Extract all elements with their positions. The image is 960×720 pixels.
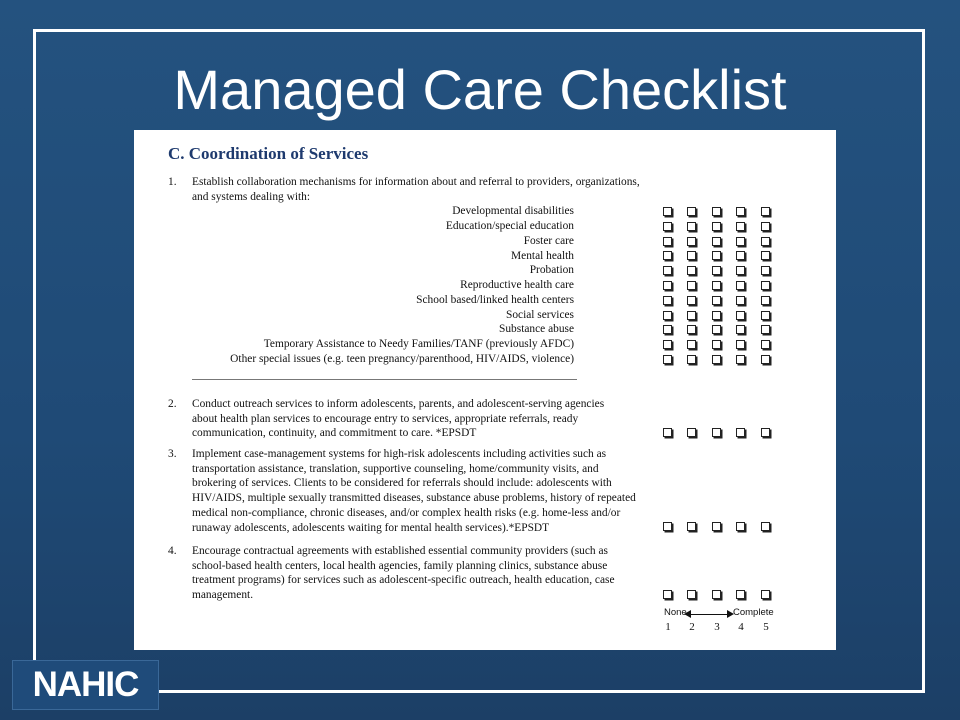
- item-1-row-4-rating-1-checkbox[interactable]: [663, 251, 672, 260]
- item-1-row-7-rating-5-checkbox[interactable]: [761, 296, 770, 305]
- logo-text: NAHIC: [32, 665, 139, 704]
- nahic-logo: [12, 660, 159, 710]
- subitem-education: Education/special education: [445, 220, 574, 232]
- item-4-row-rating-3-checkbox[interactable]: [712, 590, 721, 599]
- checklist-document: [134, 130, 836, 650]
- item-1-row-3-rating-2-checkbox[interactable]: [687, 237, 696, 246]
- item-1-row-6-rating-1-checkbox[interactable]: [663, 281, 672, 290]
- scale-number: 2: [689, 621, 695, 633]
- item-1-row-9-rating-3-checkbox[interactable]: [712, 325, 721, 334]
- subitem-mental-health: Mental health: [511, 250, 574, 262]
- item-1-row-11-rating-3-checkbox[interactable]: [712, 355, 721, 364]
- item-1-row-1-rating-3-checkbox[interactable]: [712, 207, 721, 216]
- item-1-row-9-rating-5-checkbox[interactable]: [761, 325, 770, 334]
- scale-number: 5: [763, 621, 769, 633]
- scale-complete-label: Complete: [733, 607, 774, 618]
- item-1-row-3-rating-4-checkbox[interactable]: [736, 237, 745, 246]
- subitem-substance-abuse: Substance abuse: [499, 323, 574, 335]
- item-1-row-9-rating-4-checkbox[interactable]: [736, 325, 745, 334]
- item-1-row-8-rating-5-checkbox[interactable]: [761, 311, 770, 320]
- item-3-row-rating-1-checkbox[interactable]: [663, 522, 672, 531]
- item-1-row-2-rating-4-checkbox[interactable]: [736, 222, 745, 231]
- item-1-row-1-rating-1-checkbox[interactable]: [663, 207, 672, 216]
- item-4-row-rating-2-checkbox[interactable]: [687, 590, 696, 599]
- subitem-tanf: Temporary Assistance to Needy Families/TANF (previously AFDC): [263, 338, 574, 350]
- item-1-row-5-rating-2-checkbox[interactable]: [687, 266, 696, 275]
- item-1-row-10-rating-1-checkbox[interactable]: [663, 340, 672, 349]
- item-2-row-rating-1-checkbox[interactable]: [663, 428, 672, 437]
- item-1-row-5-rating-4-checkbox[interactable]: [736, 266, 745, 275]
- item-1-row-7-rating-2-checkbox[interactable]: [687, 296, 696, 305]
- item-2-number: 2.: [168, 398, 177, 410]
- item-3-row-rating-2-checkbox[interactable]: [687, 522, 696, 531]
- item-1-row-11-rating-5-checkbox[interactable]: [761, 355, 770, 364]
- item-1-row-1-rating-4-checkbox[interactable]: [736, 207, 745, 216]
- item-4-row-rating-5-checkbox[interactable]: [761, 590, 770, 599]
- item-4-text: Encourage contractual agreements with established essential community providers (such as school-based health centers, local health agencies, family planning clinics, substance abuse treatment programs) for services such as adolescent-specific outreach, health education, case management.: [192, 545, 615, 602]
- item-1-row-10-rating-3-checkbox[interactable]: [712, 340, 721, 349]
- divider: [192, 379, 577, 380]
- item-1-row-5-rating-5-checkbox[interactable]: [761, 266, 770, 275]
- item-1-row-6-rating-4-checkbox[interactable]: [736, 281, 745, 290]
- item-1-row-3-rating-5-checkbox[interactable]: [761, 237, 770, 246]
- item-1-row-10-rating-2-checkbox[interactable]: [687, 340, 696, 349]
- item-1-row-9-rating-2-checkbox[interactable]: [687, 325, 696, 334]
- item-1-row-6-rating-5-checkbox[interactable]: [761, 281, 770, 290]
- item-1-row-2-rating-2-checkbox[interactable]: [687, 222, 696, 231]
- item-1-row-11-rating-2-checkbox[interactable]: [687, 355, 696, 364]
- section-heading: C. Coordination of Services: [168, 144, 369, 163]
- item-1-row-7-rating-4-checkbox[interactable]: [736, 296, 745, 305]
- scale-number: 4: [738, 621, 744, 633]
- item-2-text: Conduct outreach services to inform adolescents, parents, and adolescent-serving agencies about health plan services to encourage entry to services, appropriate referrals, ready communication, continuity, and commitment to care. *EPSDT: [192, 398, 605, 440]
- subitem-other-issues: Other special issues (e.g. teen pregnancy/parenthood, HIV/AIDS, violence): [230, 353, 574, 365]
- subitem-reproductive-health: Reproductive health care: [460, 279, 574, 291]
- item-1-row-4-rating-5-checkbox[interactable]: [761, 251, 770, 260]
- slide-title: Managed Care Checklist: [173, 58, 787, 121]
- item-1-row-10-rating-4-checkbox[interactable]: [736, 340, 745, 349]
- scale-arrow-line: [688, 614, 730, 615]
- item-1-row-3-rating-1-checkbox[interactable]: [663, 237, 672, 246]
- item-1-row-2-rating-5-checkbox[interactable]: [761, 222, 770, 231]
- item-1-row-6-rating-3-checkbox[interactable]: [712, 281, 721, 290]
- item-1-row-3-rating-3-checkbox[interactable]: [712, 237, 721, 246]
- item-2-row-rating-4-checkbox[interactable]: [736, 428, 745, 437]
- item-1-row-4-rating-2-checkbox[interactable]: [687, 251, 696, 260]
- item-1-row-11-rating-1-checkbox[interactable]: [663, 355, 672, 364]
- item-1-row-6-rating-2-checkbox[interactable]: [687, 281, 696, 290]
- item-1-number: 1.: [168, 176, 177, 188]
- item-1-row-2-rating-3-checkbox[interactable]: [712, 222, 721, 231]
- subitem-school-health-centers: School based/linked health centers: [416, 294, 574, 306]
- item-1-row-1-rating-2-checkbox[interactable]: [687, 207, 696, 216]
- item-1-row-2-rating-1-checkbox[interactable]: [663, 222, 672, 231]
- item-3-number: 3.: [168, 448, 177, 460]
- item-1-row-10-rating-5-checkbox[interactable]: [761, 340, 770, 349]
- subitem-social-services: Social services: [505, 309, 574, 321]
- item-1-row-9-rating-1-checkbox[interactable]: [663, 325, 672, 334]
- item-3-row-rating-5-checkbox[interactable]: [761, 522, 770, 531]
- item-3-text: Implement case-management systems for high-risk adolescents including activities such as transportation assistance, translation, supportive counseling, home/community visits, and brokering of services. Clients to be considered for referrals should include: adolescents with HIV/AIDS, multiple sexually transmitted diseases, substance abuse problems, history of repeated medical non-compliance, chronic diseases, and/or complex health risks (e.g. home-less and/or runaway adolescents, adolescents waiting for mental health services).*EPSDT: [192, 448, 636, 534]
- item-1-row-7-rating-1-checkbox[interactable]: [663, 296, 672, 305]
- item-2-row-rating-2-checkbox[interactable]: [687, 428, 696, 437]
- item-4-number: 4.: [168, 545, 177, 557]
- subitem-probation: Probation: [529, 264, 574, 276]
- item-1-row-4-rating-4-checkbox[interactable]: [736, 251, 745, 260]
- subitem-developmental-disabilities: Developmental disabilities: [452, 205, 574, 217]
- item-1-row-1-rating-5-checkbox[interactable]: [761, 207, 770, 216]
- item-1-row-7-rating-3-checkbox[interactable]: [712, 296, 721, 305]
- item-3-row-rating-4-checkbox[interactable]: [736, 522, 745, 531]
- item-1-row-8-rating-1-checkbox[interactable]: [663, 311, 672, 320]
- item-1-text: Establish collaboration mechanisms for information about and referral to providers, organizations, and systems dealing with:: [192, 176, 640, 203]
- item-1-row-5-rating-1-checkbox[interactable]: [663, 266, 672, 275]
- item-1-row-8-rating-2-checkbox[interactable]: [687, 311, 696, 320]
- item-4-row-rating-4-checkbox[interactable]: [736, 590, 745, 599]
- scale-number: 3: [714, 621, 720, 633]
- item-2-row-rating-5-checkbox[interactable]: [761, 428, 770, 437]
- item-2-row-rating-3-checkbox[interactable]: [712, 428, 721, 437]
- item-3-row-rating-3-checkbox[interactable]: [712, 522, 721, 531]
- item-4-row-rating-1-checkbox[interactable]: [663, 590, 672, 599]
- subitem-foster-care: Foster care: [523, 235, 574, 247]
- item-1-row-8-rating-3-checkbox[interactable]: [712, 311, 721, 320]
- item-1-row-11-rating-4-checkbox[interactable]: [736, 355, 745, 364]
- scale-none-label: None: [664, 607, 687, 618]
- item-1-row-5-rating-3-checkbox[interactable]: [712, 266, 721, 275]
- scale-number: 1: [665, 621, 671, 633]
- item-1-row-8-rating-4-checkbox[interactable]: [736, 311, 745, 320]
- item-1-row-4-rating-3-checkbox[interactable]: [712, 251, 721, 260]
